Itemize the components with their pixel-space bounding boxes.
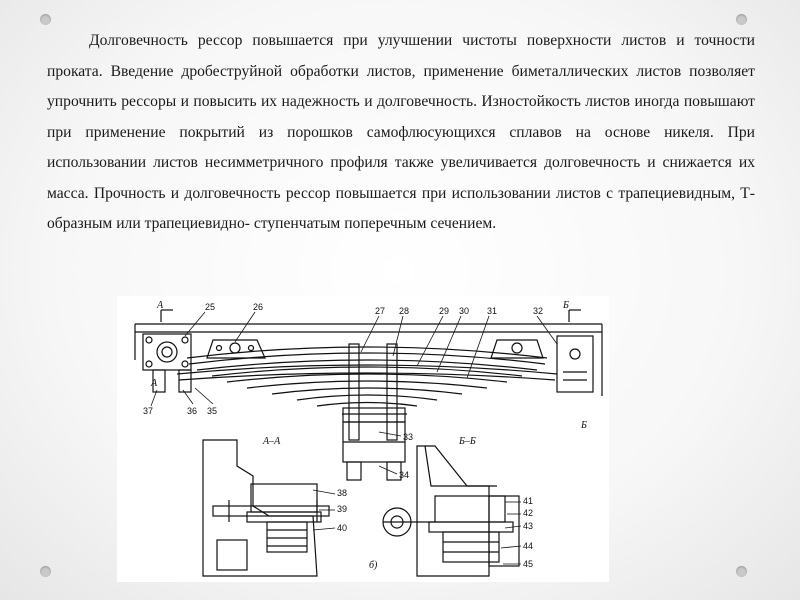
callout-32: 32: [533, 306, 544, 316]
corner-dot-bottom-left: [40, 566, 51, 577]
section-marker-b-top: Б: [563, 300, 569, 311]
leaf-spring-drawing: [117, 296, 609, 582]
callout-44: 44: [523, 541, 534, 551]
callout-26: 26: [253, 302, 264, 312]
section-marker-a-top: А: [157, 300, 164, 311]
callout-37: 37: [143, 406, 154, 416]
body-paragraph: [47, 26, 755, 240]
callout-45: 45: [523, 559, 534, 569]
leaf-spring-svg: [117, 296, 609, 582]
callout-36: 36: [187, 406, 198, 416]
callout-38: 38: [337, 488, 348, 498]
callout-43: 43: [523, 521, 534, 531]
subfigure-label: б): [369, 560, 378, 571]
section-bb-label: Б–Б: [459, 436, 476, 447]
callout-40: 40: [337, 523, 348, 533]
callout-34: 34: [399, 470, 410, 480]
callout-27: 27: [375, 306, 386, 316]
callout-42: 42: [523, 508, 534, 518]
callout-28: 28: [399, 306, 410, 316]
paragraph-text: Долговечность рессор повышается при улучшении чистоты поверхности листов и точности проката. Введение дробеструйной обработки листов, применение биметаллических листов позволяет упрочнить рессоры и повысить их надежность и долговечность. Изностойкость листов иногда повышают при применение покрытий из порошков самофлюсующихся сплавов на основе никеля. При использовании листов несимметричного профиля также увеличивается долговечность и снижается их масса. Прочность и долговечность рессор повышается при использовании листов с трапециевидным, Т-образным или трапециевидно- ступенчатым поперечным сечением.: [47, 32, 755, 232]
callout-30: 30: [459, 306, 470, 316]
section-aa-label: А–А: [263, 436, 281, 447]
callout-29: 29: [439, 306, 450, 316]
callout-41: 41: [523, 496, 534, 506]
corner-dot-top-left: [40, 14, 51, 25]
callout-35: 35: [207, 406, 218, 416]
corner-dot-top-right: [736, 14, 747, 25]
section-marker-a-bottom: А: [151, 378, 158, 389]
callout-39: 39: [337, 504, 348, 514]
section-marker-b-bottom: Б: [581, 420, 587, 431]
corner-dot-bottom-right: [736, 566, 747, 577]
callout-31: 31: [487, 306, 498, 316]
callout-33: 33: [403, 432, 414, 442]
callout-25: 25: [205, 302, 216, 312]
